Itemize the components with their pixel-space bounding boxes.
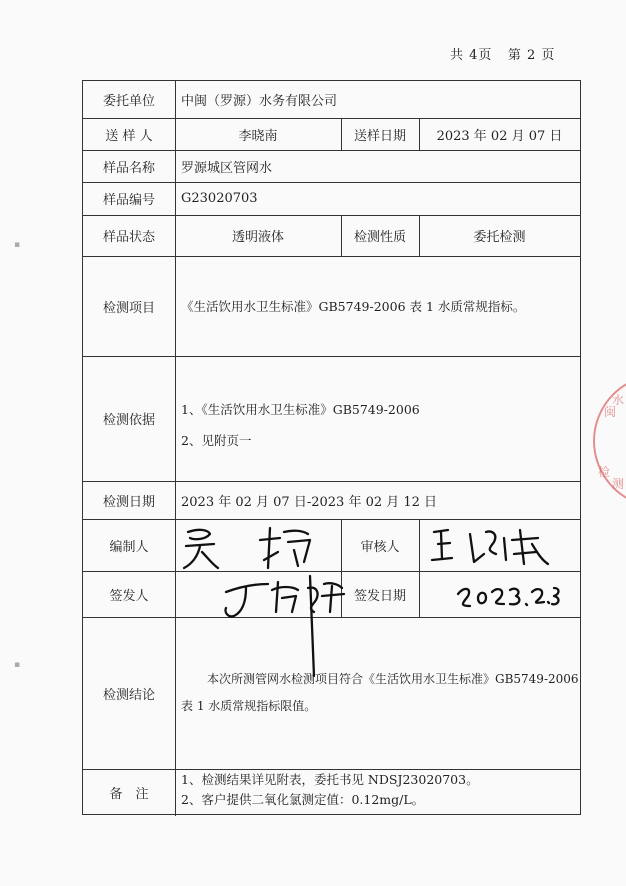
report-table xyxy=(82,80,581,815)
conclusion-label: 检测结论 xyxy=(102,687,155,703)
test-date-label: 检测日期 xyxy=(102,494,155,510)
send-date-value: 2023 年 02 月 07 日 xyxy=(436,128,563,144)
remarks-line-1: 1、检测结果详见附表，委托书见 NDSJ23020703。 xyxy=(181,772,479,787)
test-basis-line-1: 1、《生活饮用水卫生标准》GB5749-2006 xyxy=(181,402,420,417)
remarks-label: 备 注 xyxy=(109,787,149,802)
svg-text:水: 水 xyxy=(612,393,625,407)
test-date-value: 2023 年 02 月 07 日-2023 年 02 月 12 日 xyxy=(181,494,438,510)
svg-text:闽: 闽 xyxy=(604,405,617,419)
compiler-label: 编制人 xyxy=(109,539,149,555)
page-indicator xyxy=(450,44,555,63)
test-basis-label: 检测依据 xyxy=(102,413,155,428)
issuer-label: 签发人 xyxy=(109,588,149,604)
sample-state-label: 样品状态 xyxy=(102,230,155,245)
sample-name-value: 罗源城区管网水 xyxy=(181,160,273,176)
client-label: 委托单位 xyxy=(102,94,155,109)
sample-name-label: 样品名称 xyxy=(102,160,155,176)
conclusion-line-1: 本次所测管网水检测项目符合《生活饮用水卫生标准》GB5749-2006 xyxy=(207,672,579,686)
test-basis-line-2: 2、见附页一 xyxy=(181,433,252,448)
scan-artifact: ▪ xyxy=(14,660,21,670)
total-pages: 共 4页 xyxy=(450,48,493,63)
test-item-value: 《生活饮用水卫生标准》GB5749-2006 表 1 水质常规指标。 xyxy=(181,299,526,314)
sample-state-value: 透明液体 xyxy=(231,230,284,245)
scan-artifact: ▪ xyxy=(14,240,21,250)
conclusion-line-2: 表 1 水质常规指标限值。 xyxy=(181,699,317,713)
test-nature-label: 检测性质 xyxy=(353,230,406,245)
svg-text:检: 检 xyxy=(598,465,611,479)
test-nature-value: 委托检测 xyxy=(473,230,526,245)
client-value: 中闽（罗源）水务有限公司 xyxy=(181,94,338,109)
svg-text:测: 测 xyxy=(612,477,625,491)
sender-label: 送 样 人 xyxy=(105,128,153,144)
issue-date-label: 签发日期 xyxy=(353,588,406,604)
send-date-label: 送样日期 xyxy=(353,128,406,144)
test-item-label: 检测项目 xyxy=(102,300,155,316)
inspection-stamp xyxy=(590,376,626,506)
sender-value: 李晓南 xyxy=(238,128,278,144)
sample-no-value: G23020703 xyxy=(181,191,258,206)
current-page: 第 2 页 xyxy=(507,48,556,63)
sample-no-label: 样品编号 xyxy=(102,193,155,208)
remarks-line-2: 2、客户提供二氧化氯测定值：0.12mg/L。 xyxy=(181,792,425,807)
reviewer-label: 审核人 xyxy=(360,539,400,555)
